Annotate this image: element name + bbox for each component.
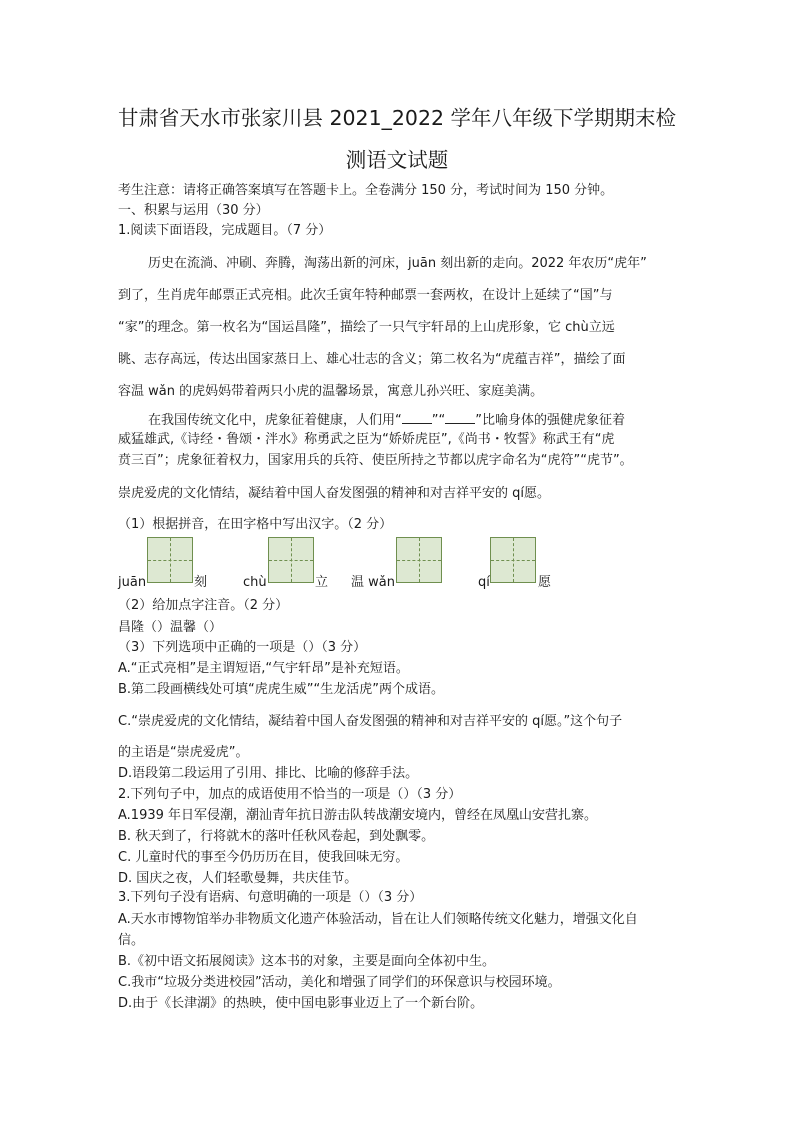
option-b: B.第二段画横线处可填“虎虎生威”“生龙活虎”两个成语。 [118, 682, 444, 697]
grid-suffix: 刻 [194, 575, 208, 590]
page-title-line2: 测语文试题 [345, 148, 449, 172]
sub-question-1: （1）根据拼音，在田字格中写出汉字。（2 分） [118, 517, 393, 532]
passage-line: 眺、志存高远，传达出国家蒸日上、雄心壮志的含义；第二枚名为“虎蕴吉祥”，描绘了面 [118, 352, 626, 367]
section-heading: 一、积累与运用（30 分） [118, 203, 269, 218]
passage-line: 威猛雄武,《诗经・鲁颂・泮水》称勇武之臣为“娇娇虎臣”,《尚书・牧誓》称武王有“虎 [118, 432, 615, 447]
grid-suffix: 愿 [538, 575, 552, 590]
option-c: C.我市“垃圾分类进校园”活动，美化和增强了同学们的环保意识与校园环境。 [118, 975, 561, 990]
passage-line: 贲三百”；虎象征着权力，国家用兵的兵符、使臣所持之节都以虎字命名为“虎符”“虎节”。 [118, 453, 633, 468]
tianzi-grid-2[interactable] [268, 537, 314, 583]
passage-text: ”“ [431, 413, 446, 428]
page-title-line1: 甘肃省天水市张家川县 2021_2022 学年八年级下学期期末检 [117, 106, 677, 130]
option-c-cont: 的主语是“崇虎爱虎”。 [118, 745, 249, 760]
question-2-prompt: 2.下列句子中，加点的成语使用不恰当的一项是（）（3 分） [118, 787, 462, 802]
tianzi-grid-3[interactable] [396, 537, 442, 583]
option-b: B. 秋天到了，行将就木的落叶任秋风卷起，到处飘零。 [118, 829, 435, 844]
option-d: D. 国庆之夜，人们轻歌曼舞，共庆佳节。 [118, 871, 358, 886]
pinyin-label: juān [118, 575, 147, 590]
option-b: B.《初中语文拓展阅读》这本书的对象，主要是面向全体初中生。 [118, 954, 496, 969]
tianzi-grid-1[interactable] [147, 537, 193, 583]
passage-line: 崇虎爱虎的文化情结，凝结着中国人奋发图强的精神和对吉祥平安的 qí愿。 [118, 486, 550, 501]
option-c: C.“崇虎爱虎的文化情结，凝结着中国人奋发图强的精神和对吉祥平安的 qí愿。”这个句子 [118, 714, 623, 729]
question-1-prompt: 1.阅读下面语段，完成题目。（7 分） [118, 223, 332, 238]
sub-question-3: （3）下列选项中正确的一项是（）（3 分） [118, 640, 367, 655]
fill-blank-1[interactable] [402, 412, 432, 424]
option-a-cont: 信。 [118, 933, 145, 948]
exam-notice: 考生注意：请将正确答案填写在答题卡上。全卷满分 150 分，考试时间为 150 分钟。 [118, 183, 614, 198]
option-d: D.由于《长津湖》的热映，使中国电影事业迈上了一个新台阶。 [118, 996, 484, 1011]
pinyin-label: qí [478, 575, 490, 590]
option-a: A.天水市博物馆举办非物质文化遗产体验活动，旨在让人们领略传统文化魅力，增强文化自 [118, 912, 638, 927]
option-c: C. 儿童时代的事至今仍历历在目，使我回味无穷。 [118, 850, 409, 865]
passage-line-with-blanks [148, 412, 708, 429]
passage-text: 在我国传统文化中，虎象征着健康，人们用“ [148, 413, 402, 428]
fill-blank-2[interactable] [445, 412, 475, 424]
sub-question-2-answer: 昌隆（）温馨（） [118, 620, 223, 635]
tianzi-grid-4[interactable] [490, 537, 536, 583]
option-d: D.语段第二段运用了引用、排比、比喻的修辞手法。 [118, 766, 419, 781]
passage-line: 历史在流淌、冲刷、奔腾，淘荡出新的河床，juān 刻出新的走向。2022 年农历“虎年” [148, 256, 647, 271]
pinyin-label: chù [243, 575, 267, 590]
grid-suffix: 立 [315, 575, 329, 590]
pinyin-label: 温 wǎn [351, 575, 395, 590]
option-a: A.1939 年日军侵潮，潮汕青年抗日游击队转战潮安境内，曾经在凤凰山安营扎寨。 [118, 808, 598, 823]
option-a: A.“正式亮相”是主谓短语,“气宇轩昂”是补充短语。 [118, 661, 409, 676]
passage-line: 容温 wǎn 的虎妈妈带着两只小虎的温馨场景，寓意儿孙兴旺、家庭美满。 [118, 384, 544, 399]
passage-line: “家”的理念。第一枚名为“国运昌隆”，描绘了一只气宇轩昂的上山虎形象，它 chù立远 [118, 320, 615, 335]
question-3-prompt: 3.下列句子没有语病、句意明确的一项是（）（3 分） [118, 890, 423, 905]
sub-question-2: （2）给加点字注音。（2 分） [118, 598, 289, 613]
passage-text: ”比喻身体的强健虎象征着 [475, 413, 625, 428]
passage-line: 到了，生肖虎年邮票正式亮相。此次壬寅年特种邮票一套两枚，在设计上延续了“国”与 [118, 288, 613, 303]
